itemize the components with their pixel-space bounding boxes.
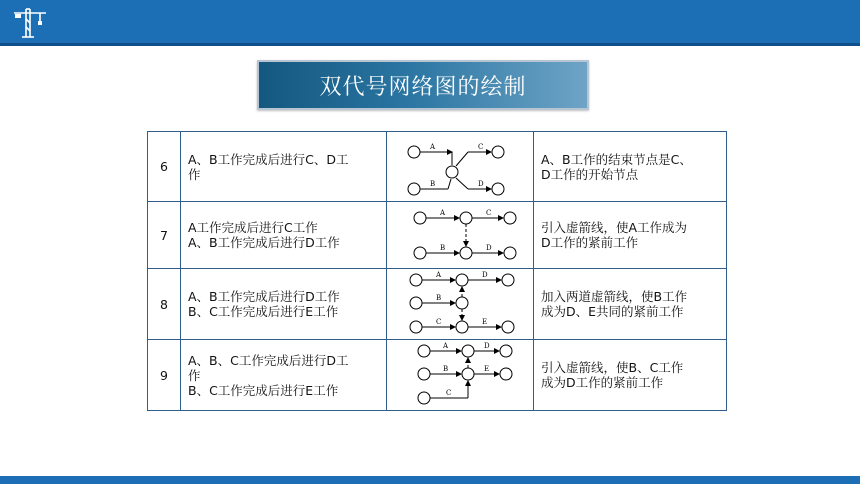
activity-label: A: [436, 271, 442, 279]
activity-label: A: [443, 342, 449, 350]
row-number: 6: [148, 132, 181, 202]
explanation-cell: 引入虚箭线，使B、C工作 成为D工作的紧前工作: [534, 340, 727, 411]
activity-label: E: [484, 365, 490, 373]
activity-label: D: [478, 179, 484, 188]
activity-label: C: [436, 318, 442, 326]
slide-title: 双代号网络图的绘制: [319, 74, 527, 100]
network-diagram-cell: [387, 340, 534, 411]
explanation-cell: 加入两道虚箭线，使B工作 成为D、E共同的紧前工作: [534, 269, 727, 340]
network-diagram-cell: [387, 269, 534, 340]
activity-label: A: [430, 142, 436, 151]
table-row: [148, 269, 727, 340]
activity-label: E: [482, 318, 488, 326]
condition-cell: A、B、C工作完成后进行D工 作 B、C工作完成后进行E工作: [181, 340, 387, 411]
condition-cell: A、B工作完成后进行C、D工 作: [181, 132, 387, 202]
activity-label: C: [486, 209, 492, 217]
row-number: 7: [148, 202, 181, 269]
network-diagram-6: [390, 134, 530, 200]
condition-cell: A、B工作完成后进行D工作 B、C工作完成后进行E工作: [181, 269, 387, 340]
activity-label: B: [440, 244, 446, 252]
tower-crane-icon: [12, 7, 48, 39]
network-diagram-cell: [387, 132, 534, 202]
activity-label: B: [436, 294, 442, 302]
table-row: [148, 340, 727, 411]
row-number: 8: [148, 269, 181, 340]
slide-title-box: [257, 60, 589, 110]
table-row: [148, 132, 727, 202]
network-diagram-7: [390, 204, 530, 266]
activity-label: D: [486, 244, 492, 252]
activity-label: B: [430, 179, 436, 188]
activity-label: D: [484, 342, 490, 350]
header-bar: [0, 0, 860, 46]
table-row: [148, 202, 727, 269]
activity-label: B: [443, 365, 449, 373]
network-diagram-8: [390, 270, 530, 338]
network-diagram-cell: [387, 202, 534, 269]
activity-label: C: [446, 389, 452, 397]
network-rules-table: [147, 131, 727, 411]
footer-bar: [0, 476, 860, 484]
explanation-cell: A、B工作的结束节点是C、 D工作的开始节点: [534, 132, 727, 202]
activity-label: D: [482, 271, 488, 279]
explanation-cell: 引入虚箭线，使A工作成为 D工作的紧前工作: [534, 202, 727, 269]
row-number: 9: [148, 340, 181, 411]
condition-cell: A工作完成后进行C工作 A、B工作完成后进行D工作: [181, 202, 387, 269]
activity-label: A: [440, 209, 446, 217]
network-diagram-9: [390, 341, 530, 409]
activity-label: C: [478, 142, 484, 151]
